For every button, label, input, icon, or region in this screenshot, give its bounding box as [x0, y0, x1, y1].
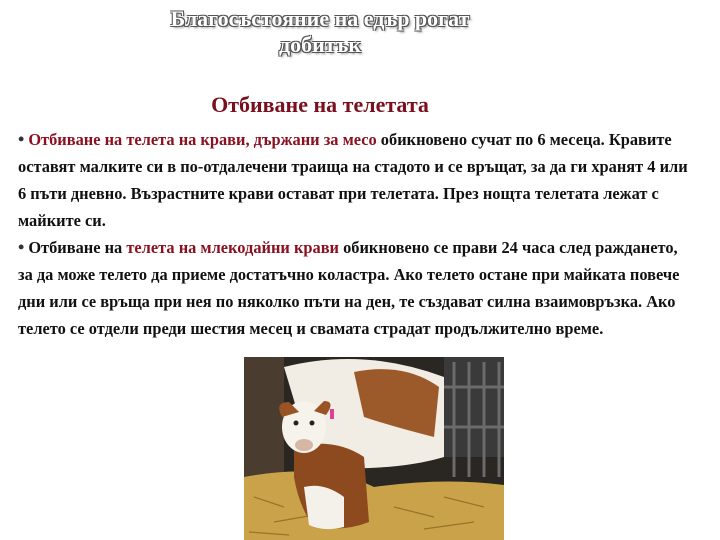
slide-title [150, 6, 490, 58]
highlight-text: телета на млекодайни крави [126, 238, 339, 257]
calf-photo-illustration [244, 357, 504, 540]
highlight-text: Отбиване на телета на крави, държани за месо [28, 130, 377, 149]
slide-title-line2: добитък [278, 32, 362, 57]
slide-subtitle: Отбиване на телетата [211, 92, 429, 117]
body-text: обикновено се прави 24 часа след раждането, за да може телето да приеме достатъчно коластра. Ако телето остане при майката повече дни или се връща при нея по няколко пъти на ден, те създават силна взаимовръзка. Ако телето се отдели преди шестия месец и свамата страдат продължително време. [18, 238, 680, 338]
paragraph-dairy-calves [18, 234, 688, 342]
slide-title-line1: Благосъстояние на едър рогат [170, 6, 470, 31]
paragraph-beef-calves [18, 126, 688, 234]
calf-photo [244, 357, 504, 540]
prefix-text: Отбиване на [28, 238, 127, 257]
bullet-icon: • [18, 237, 25, 257]
body-text: обикновено сучат по 6 месеца. Кравите оставят малките си в по-отдалечени траища на стадото и се връщат, за да ги хранят 4 или 6 пъти дневно. Възрастните крави остават при телетата. През нощта телетата лежат с майките си. [18, 130, 688, 230]
bullet-icon: • [18, 129, 25, 149]
